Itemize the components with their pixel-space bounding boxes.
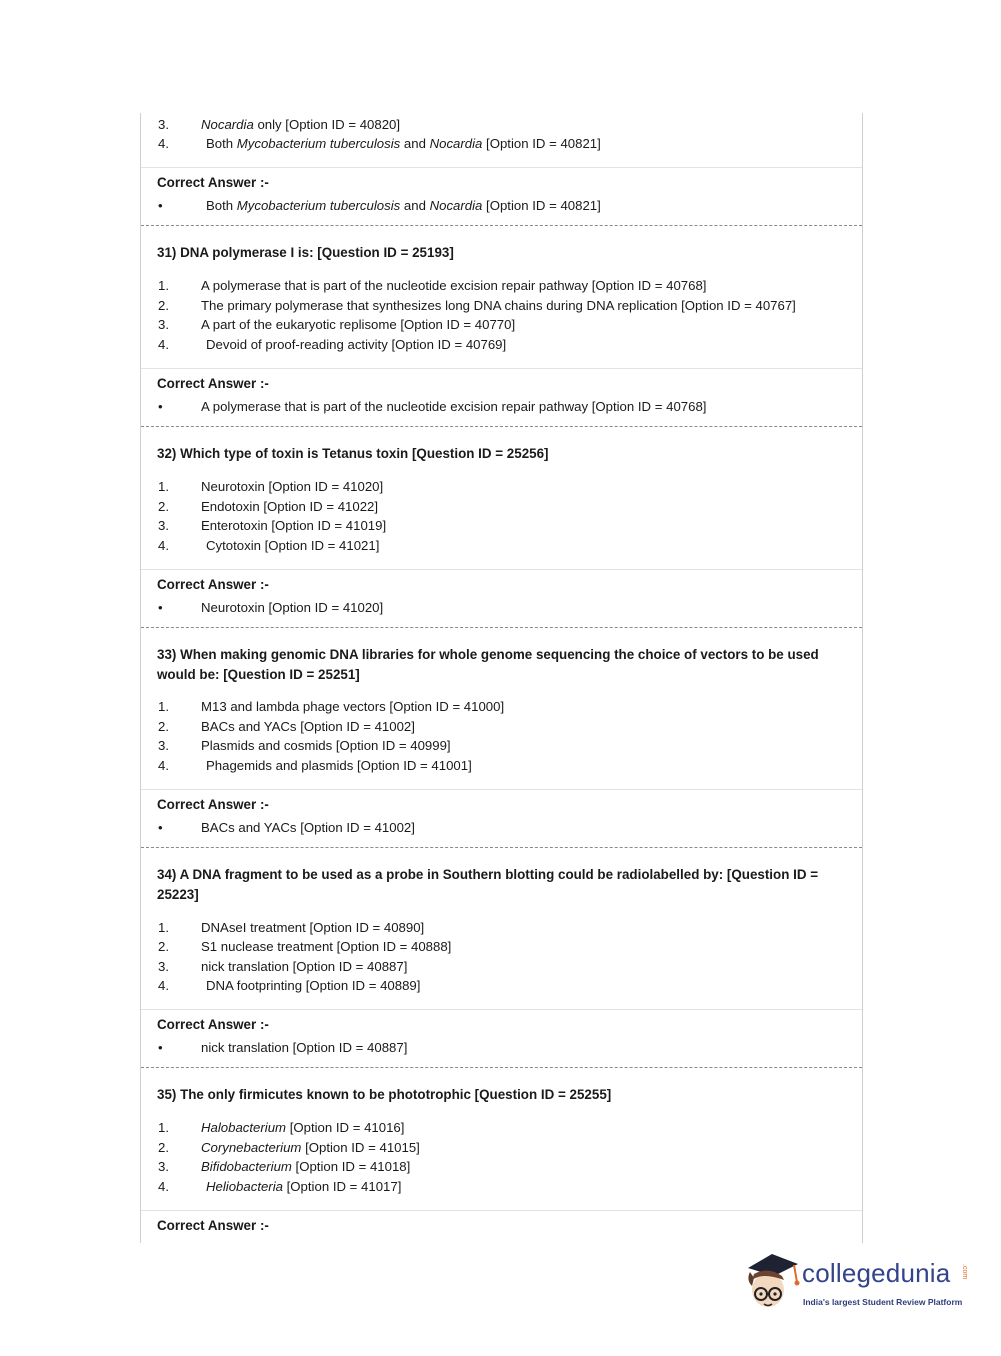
logo-domain: .com (961, 1264, 968, 1280)
correct-answer-label: Correct Answer :- (157, 175, 269, 190)
collegedunia-logo (742, 1250, 972, 1320)
document-page: 3. Nocardia only [Option ID = 40820] 4. Both Mycobacterium tuberculosis and Nocardia [Option ID = 40821] Correct Answer :- • Both Mycobacterium tuberculosis and Nocardia [Option ID = 40821] 31) DNA polymerase I is: [Question ID = 25193] 1. A polymerase that is part of the nucleotide excision repair pathway [Option ID = 40768] 2. The primary polymerase that synthesizes long DNA chains during DNA replication [Option ID = 40767] 3. A part of the eukaryotic replisome [Option ID = 40770] 4. Devoid of proof-reading activity [Option ID = 40769] Correct Answer :- • A polymerase that is part of the nucleotide excision repair pathway [Option ID = 40768] 32) Which type of toxin is Tetanus toxin [Question ID = 25256] 1. Neurotoxin [Option ID = 41020] 2. Endotoxin [Option ID = 41022] 3. Enterotoxin [Option ID = 41019] 4. Cytotoxin [Option ID = 41021] Correct Answer :- • Neurotoxin [Option ID = 41020] 33) When making genomic DNA libraries for whole genome sequencing the choice of vectors to be used would be: [Question ID = 25251] 1. M13 and lambda phage vectors [Option ID = 41000] 2. BACs and YACs [Option ID = 41002] 3. Plasmids and cosmids [Option ID = 40999] 4. Phagemids and plasmids [Option ID = 41001] Correct Answer :- • BACs and YACs [Option ID = 41002] 34) A DNA fragment to be used as a probe in Southern blotting could be radiolabelled by: [Question ID = 25223] 1. DNAseI treatment [Option ID = 40890] 2. S1 nuclease treatment [Option ID = 40888] 3. nick translation [Option ID = 40887] 4. DNA footprinting [Option ID = 40889] Correct Answer :- • nick translation [Option ID = 40887] 35) The only firmicutes known to be phototrophic [Question ID = 25255] 1. Halobacterium [Option ID = 41016] 2. Corynebacterium [Option ID = 41015] 3. Bifidobacterium [Option ID = 41018] 4. Heliobacteria [Option ID = 41017] Correct Answer :- (140, 113, 863, 1243)
question-35: 35) The only firmicutes known to be phototrophic [Question ID = 25255] (157, 1087, 612, 1102)
correct-answer-label: Correct Answer :- (157, 577, 269, 592)
logo-wordmark: collegedunia (802, 1258, 951, 1288)
mascot-icon (742, 1250, 802, 1312)
question-33: 33) When making genomic DNA libraries for whole genome sequencing the choice of vectors to be used would be: [Question ID = 25251] (157, 647, 819, 682)
question-32: 32) Which type of toxin is Tetanus toxin [Question ID = 25256] (157, 446, 549, 461)
logo-tagline: India's largest Student Review Platform (803, 1297, 963, 1307)
correct-answer-label: Correct Answer :- (157, 1017, 269, 1032)
correct-answer-label: Correct Answer :- (157, 376, 269, 391)
question-31: 31) DNA polymerase I is: [Question ID = 25193] (157, 245, 454, 260)
correct-answer-label: Correct Answer :- (157, 1218, 269, 1233)
correct-answer-label: Correct Answer :- (157, 797, 269, 812)
question-34: 34) A DNA fragment to be used as a probe in Southern blotting could be radiolabelled by: [Question ID = 25223] (157, 867, 819, 902)
